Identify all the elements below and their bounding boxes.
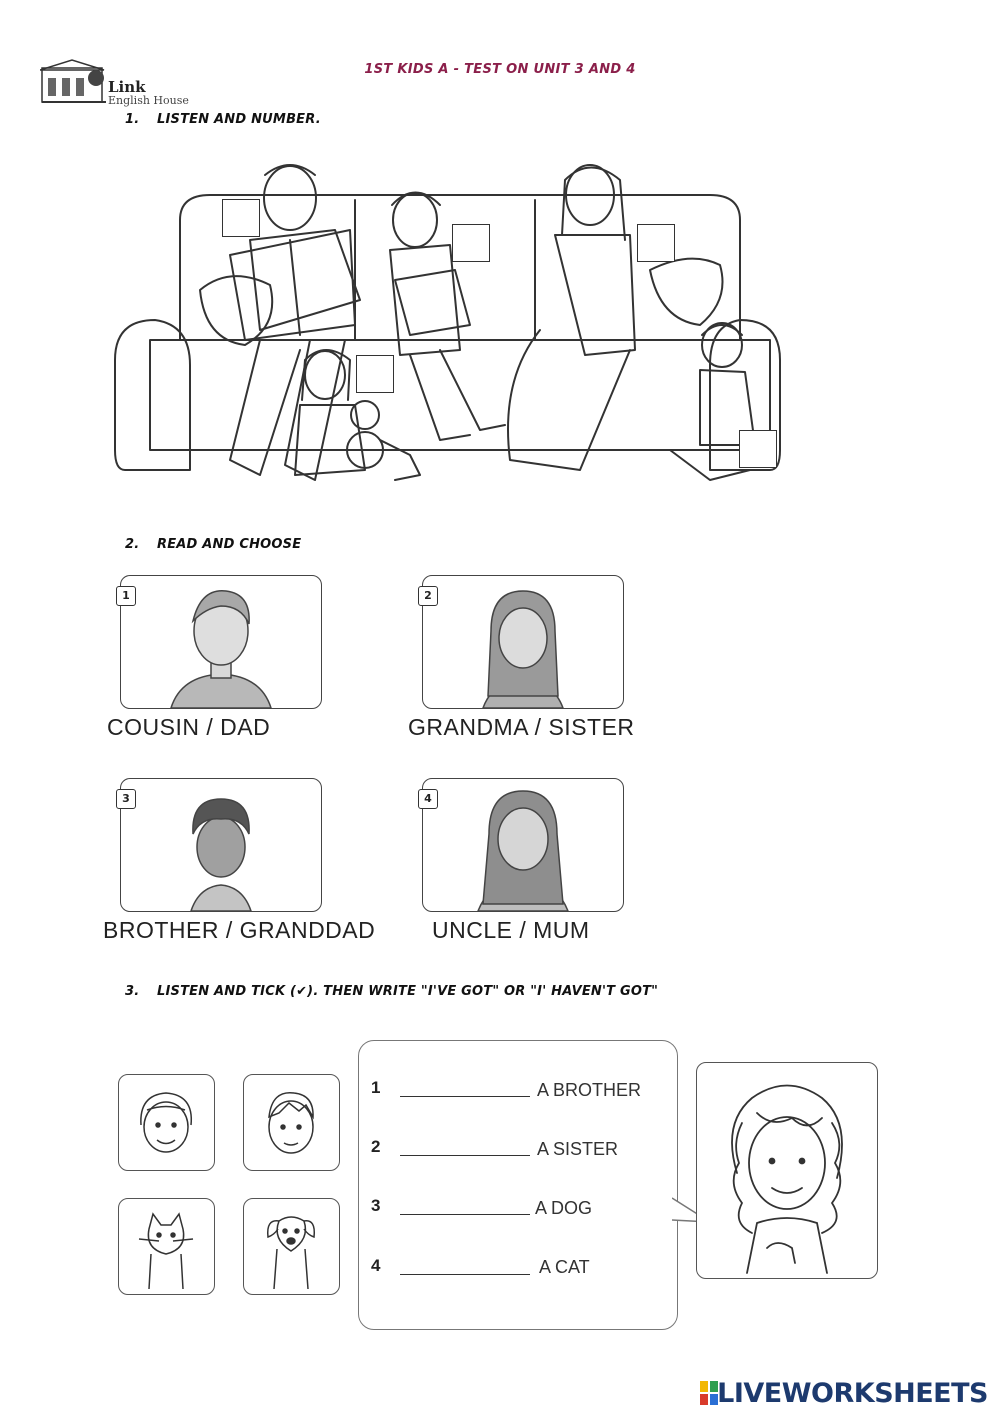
section2-text: READ AND CHOOSE [157,537,302,552]
section1-instruction [125,112,321,127]
card-number: 4 [418,789,438,809]
man-portrait-image [121,576,321,708]
choice-text-4[interactable]: UNCLE / MUM [432,917,590,943]
answer-blank-2[interactable] [400,1155,530,1156]
card-number: 2 [418,586,438,606]
girl-portrait-image [423,576,623,708]
section1-text: LISTEN AND NUMBER. [157,112,321,127]
liveworksheets-brand[interactable]: LIVEWORKSHEETS [717,1378,988,1409]
picture-card-3 [120,778,322,912]
line-number-1: 1 [371,1078,381,1097]
dog-icon [244,1199,339,1294]
line-number-4: 4 [371,1256,381,1275]
line-number-2: 2 [371,1137,381,1156]
family-sofa-illustration [110,150,790,510]
cat-thumbnail[interactable] [118,1198,215,1295]
section2-number: 2. [125,537,140,552]
line-text-2: A SISTER [537,1139,619,1159]
section3-number: 3. [125,984,140,999]
curly-hair-girl-image [697,1063,877,1278]
answer-blank-3[interactable] [400,1214,530,1215]
card-number: 3 [116,789,136,809]
choice-text-2[interactable]: GRANDMA / SISTER [408,714,635,740]
line-text-4: A CAT [539,1257,590,1277]
boy-face-icon [244,1075,339,1170]
woman-portrait-image [423,779,623,911]
choice-text-1[interactable]: COUSIN / DAD [107,714,271,740]
choice-text-3[interactable]: BROTHER / GRANDDAD [103,917,376,943]
document-title: 1ST KIDS A - TEST ON UNIT 3 AND 4 [364,62,636,77]
speaker-girl-card [696,1062,878,1279]
logo-subtitle: English House [108,94,189,107]
logo-title: Link [108,78,146,96]
card-number: 1 [116,586,136,606]
section3-text: LISTEN AND TICK (✔). THEN WRITE "I'VE GOT" OR "I' HAVEN'T GOT" [157,984,659,999]
answer-box-dad[interactable] [222,199,260,237]
liveworksheets-logo-icon [700,1381,718,1405]
section2-instruction [125,537,301,552]
answer-box-mum[interactable] [637,224,675,262]
picture-card-4 [422,778,624,912]
line-number-3: 3 [371,1196,381,1215]
line-text-3: A DOG [535,1198,593,1218]
girl-face-icon [119,1075,214,1170]
dog-thumbnail[interactable] [243,1198,340,1295]
answer-box-girl[interactable] [356,355,394,393]
boy-portrait-image [121,779,321,911]
picture-card-1 [120,575,322,709]
cat-icon [119,1199,214,1294]
answer-blank-1[interactable] [400,1096,530,1097]
answer-blank-4[interactable] [400,1274,530,1275]
answer-box-boy[interactable] [452,224,490,262]
section1-number: 1. [125,112,140,127]
section3-instruction [125,984,658,999]
picture-card-2 [422,575,624,709]
line-text-1: A BROTHER [537,1080,642,1100]
sister-thumbnail[interactable] [118,1074,215,1171]
answer-box-small-boy[interactable] [739,430,777,468]
brother-thumbnail[interactable] [243,1074,340,1171]
